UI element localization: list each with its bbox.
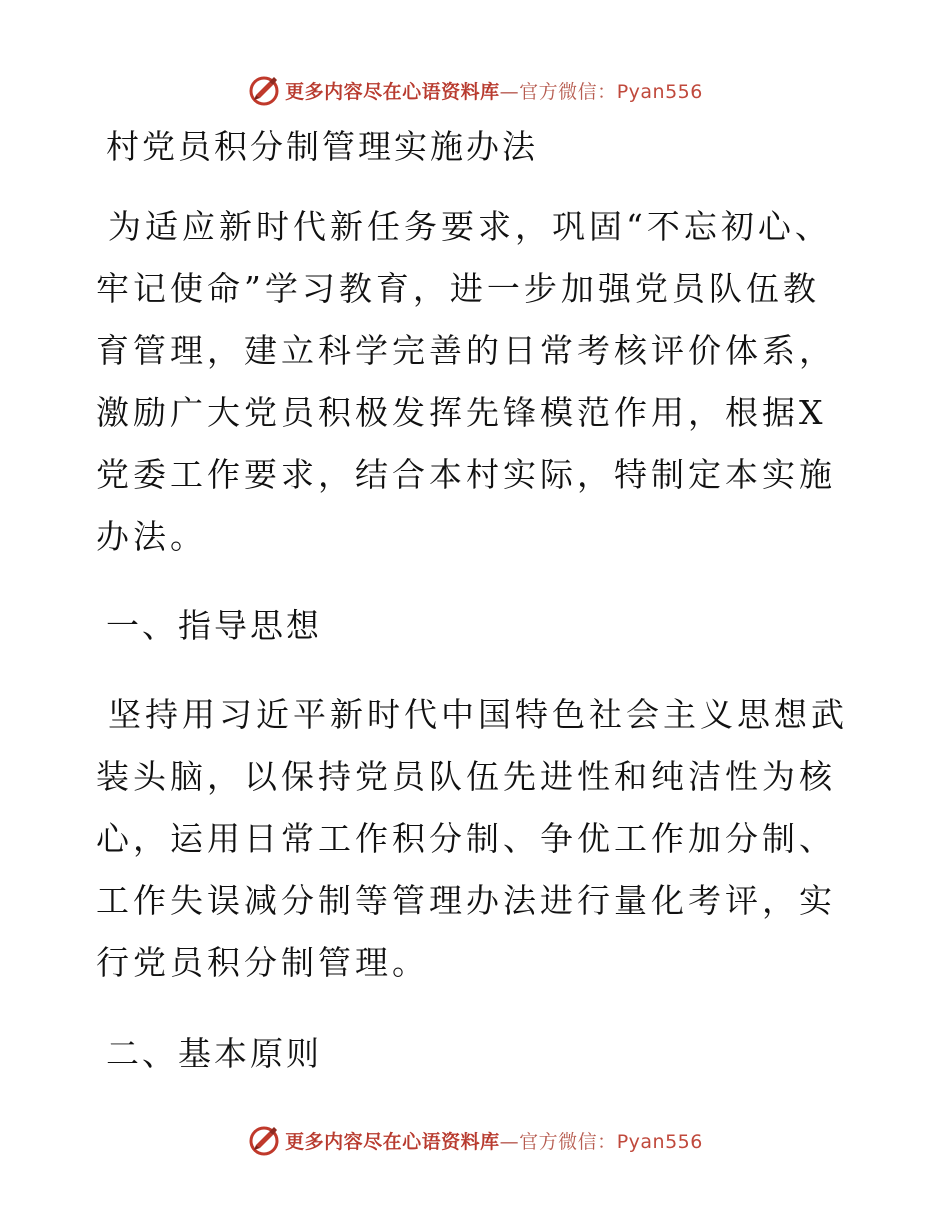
watermark-main: 更多内容尽在心语资料库	[285, 1130, 500, 1153]
watermark-id: Pyan556	[616, 80, 703, 103]
footer-watermark	[0, 1120, 950, 1160]
pen-circle-logo-icon	[247, 1123, 281, 1157]
section-1-heading: 一、指导思想	[106, 606, 322, 645]
watermark-separator: —	[499, 80, 520, 103]
header-watermark	[0, 70, 950, 110]
watermark-text	[285, 77, 703, 104]
intro-paragraph: 为适应新时代新任务要求，巩固“不忘初心、牢记使命”学习教育，进一步加强党员队伍教育管理，建立科学完善的日常考核评价体系，激励广大党员积极发挥先锋模范作用，根据X党委工作要求，结合本村实际，特制定本实施办法。	[96, 207, 836, 556]
section-1-paragraph: 坚持用习近平新时代中国特色社会主义思想武装头脑，以保持党员队伍先进性和纯洁性为核心，运用日常工作积分制、争优工作加分制、工作失误减分制等管理办法进行量化考评，实行党员积分制管理。	[96, 695, 848, 982]
watermark-text	[285, 1127, 703, 1154]
pen-circle-logo-icon	[247, 73, 281, 107]
section-2-heading: 二、基本原则	[106, 1034, 322, 1073]
watermark-separator: —	[499, 1130, 520, 1153]
document-title: 村党员积分制管理实施办法	[106, 127, 538, 166]
watermark-label: 官方微信：	[519, 1130, 617, 1153]
watermark-main: 更多内容尽在心语资料库	[285, 80, 500, 103]
watermark-id: Pyan556	[616, 1130, 703, 1153]
watermark-label: 官方微信：	[519, 80, 617, 103]
document-body	[96, 123, 856, 1078]
